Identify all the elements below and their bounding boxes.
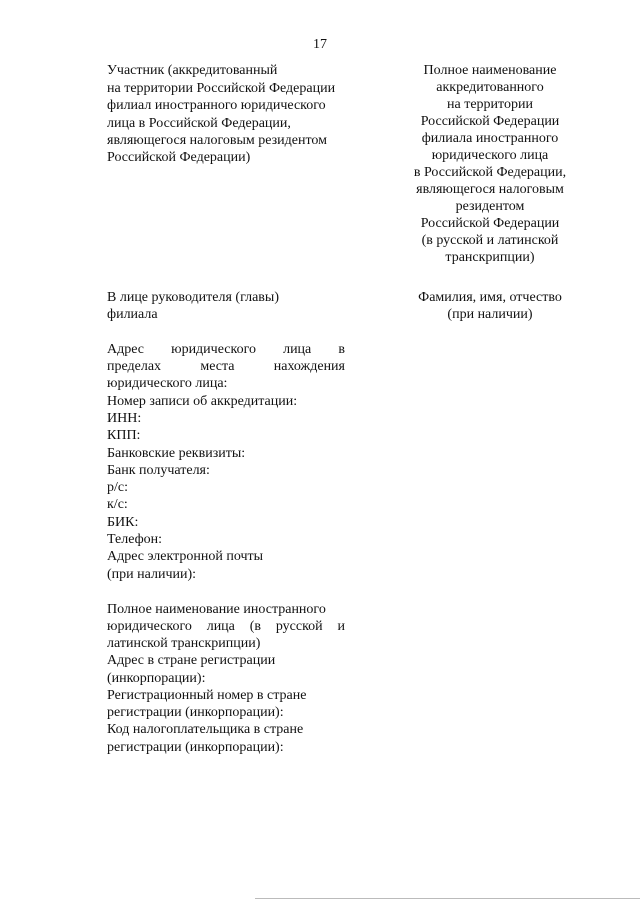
caption-line: Российской Федерации [420,216,560,231]
address-row [107,341,345,358]
requisite-line: (при наличии): [107,567,197,582]
caption-line: на территории [447,97,533,112]
full-name-caption [405,62,575,266]
foreign-line: регистрации (инкорпорации): [107,705,284,720]
word: лица [206,619,235,634]
foreign-line: Адрес в стране регистрации [107,653,276,668]
address-row [107,358,345,375]
caption-line: (в русской и латинской [421,233,559,248]
word: лица [283,342,312,357]
word: (в [249,619,261,634]
page-number: 17 [313,37,327,52]
word: нахождения [273,359,345,374]
participant-line: на территории Российской Федерации [107,81,336,96]
word: русской [275,619,323,634]
word: и [337,619,345,634]
participant-line: являющегося налоговым резидентом [107,133,327,148]
word: Адрес [107,342,145,357]
fio-caption [405,289,575,323]
caption-line: Российской Федерации [420,114,560,129]
caption-line: в Российской Федерации, [413,165,567,180]
requisite-line: юридического лица: [107,376,228,391]
word: места [200,359,235,374]
requisite-line: ИНН: [107,411,142,426]
foreign-line: регистрации (инкорпорации): [107,740,284,755]
foreign-line: Код налогоплательщика в стране [107,722,304,737]
caption-line: Полное наименование [423,63,557,78]
requisite-line: Банк получателя: [107,463,210,478]
caption-line: являющегося налоговым [416,182,564,197]
participant-line: филиал иностранного юридического [107,98,326,113]
caption-line: Фамилия, имя, отчество [418,290,562,305]
requisite-line: Банковские реквизиты: [107,446,246,461]
requisite-line: КПП: [107,428,141,443]
caption-line: филиала иностранного [421,131,559,146]
word: пределах [107,359,162,374]
requisite-line: Адрес электронной почты [107,549,264,564]
bottom-edge [255,898,640,899]
foreign-line: Регистрационный номер в стране [107,688,307,703]
head-line: В лице руководителя (главы) [107,290,279,305]
requisite-line: БИК: [107,515,139,530]
foreign-line: Полное наименование иностранного [107,602,326,617]
foreign-row [107,618,345,635]
caption-line: транскрипции) [445,250,535,265]
foreign-line: (инкорпорации): [107,671,206,686]
participant-line: лица в Российской Федерации, [107,116,291,131]
word: юридического [171,342,256,357]
caption-line: юридического лица [431,148,549,163]
foreign-line: латинской транскрипции) [107,636,261,651]
caption-line: резидентом [455,199,525,214]
participant-line: Участник (аккредитованный [107,63,278,78]
requisite-line: Номер записи об аккредитации: [107,394,298,409]
caption-line: аккредитованного [436,80,544,95]
caption-line: (при наличии) [447,307,533,322]
requisite-line: к/с: [107,497,128,512]
requisite-line: р/с: [107,480,128,495]
participant-line: Российской Федерации) [107,150,251,165]
word: юридического [107,619,192,634]
head-line: филиала [107,307,158,322]
word: в [338,342,345,357]
requisite-line: Телефон: [107,532,163,547]
